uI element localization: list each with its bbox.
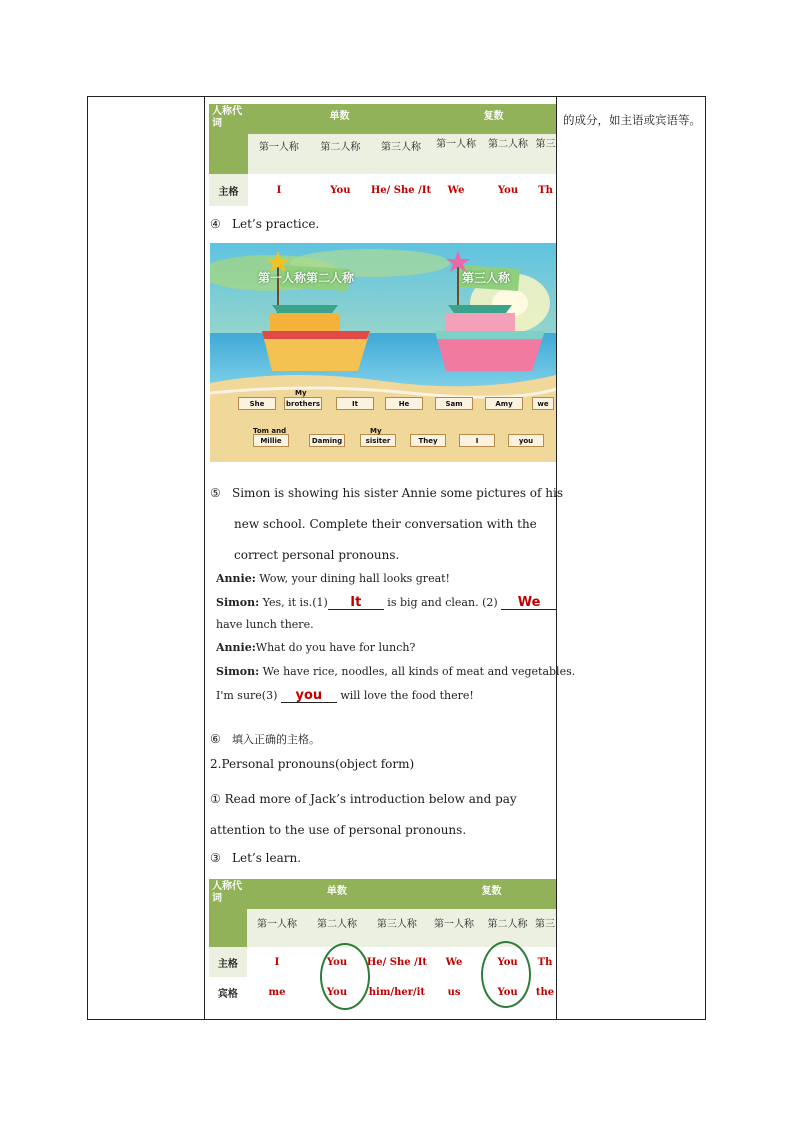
dialog-line: I'm sure(3) you will love the food there! [216,688,474,703]
pronoun-cell: him/her/it [367,977,427,1007]
pronoun-cell: You [307,947,367,977]
step-text-line: attention to the use of personal pronouns. [210,823,467,837]
person-header: 第二人称 [481,909,534,947]
plural-header: 复数 [431,104,556,134]
person-header: 第一人称 [248,134,310,174]
word-sign: sisiter [360,434,396,447]
word-sign: They [410,434,446,447]
person-header: 第三 [534,909,556,947]
sign-top-word: My [370,427,382,435]
step-text: 填入正确的主格。 [232,733,320,746]
person-header: 第一人称 [427,909,481,947]
step-text: Let’s learn. [232,851,302,865]
person-header: 第三人称 [367,909,427,947]
pronoun-cell: I [248,174,310,206]
plural-header: 复数 [427,879,556,909]
pronoun-cell: He/ She /It [367,947,427,977]
answer-blank: you [281,688,337,703]
pronoun-cell: Th [535,174,556,206]
word-sign: She [238,397,276,410]
pronoun-cell: You [481,174,535,206]
word-sign: He [385,397,423,410]
word-sign: Sam [435,397,473,410]
step-text-line: correct personal pronouns. [234,548,400,562]
step-number: ⑤ [210,486,221,500]
column-divider-right [556,96,557,1020]
step-1 [210,784,550,846]
table-corner: 人称代词 [209,879,247,947]
pronoun-table-subject [209,104,556,206]
pronoun-cell: You [307,977,367,1007]
person-header: 第一人称 [247,909,308,947]
word-sign: Amy [485,397,523,410]
step-6 [210,731,320,748]
singular-header: 单数 [247,879,427,909]
pronoun-cell: me [247,977,308,1007]
word-sign: Millie [253,434,289,447]
step-number: ③ [210,851,221,865]
dialog-line: Simon: We have rice, noodles, all kinds of meat and vegetables. [216,665,576,678]
step-text-line: new school. Complete their conversation with the [234,517,537,531]
pronoun-cell: He/ She /It [371,174,431,206]
person-header: 第三人称 [371,134,431,174]
pronoun-cell: You [310,174,371,206]
step-number: ⑥ [210,732,221,746]
word-sign: It [336,397,374,410]
right-flag-label: 第三人称 [462,271,511,285]
person-header: 第一人称 [431,134,481,174]
step-number: ④ [210,217,221,231]
word-sign: I [459,434,495,447]
column-divider-left [204,96,205,1020]
step-3 [210,850,301,866]
pronoun-cell: You [481,947,534,977]
step-text-line: Read more of Jack’s introduction below and pay [224,792,517,806]
word-sign: we [532,397,554,410]
right-column-note: 的成分，如主语或宾语等。 [563,113,701,127]
pronoun-cell: Th [534,947,556,977]
pronoun-cell: We [431,174,481,206]
highlight-circle [481,941,531,1008]
left-flag-label: 第一人称第二人称 [258,271,355,285]
answer-blank: We [501,595,557,610]
step-5 [210,478,563,571]
subject-label: 主格 [209,174,248,206]
pronoun-cell: We [427,947,481,977]
table-corner: 人称代词 [209,104,248,174]
pronoun-cell: You [481,977,534,1007]
subject-label: 主格 [209,947,247,977]
sign-top-word: Tom and [253,427,287,435]
pronoun-cell: the [534,977,556,1007]
person-header: 第二人称 [310,134,371,174]
step-4 [210,216,319,232]
singular-header: 单数 [248,104,431,134]
dialog-line: Annie:What do you have for lunch? [216,641,416,654]
pronoun-cell: us [427,977,481,1007]
step-number: ① [210,792,221,806]
person-header: 第二人称 [307,909,367,947]
word-sign: Daming [309,434,345,447]
highlight-circle [320,943,370,1010]
dialog-line: have lunch there. [216,618,314,631]
step-text-line: Simon is showing his sister Annie some pictures of his [232,486,563,500]
sign-top-word: My [295,389,307,397]
object-label: 宾格 [209,977,247,1007]
dialog-line: Simon: Yes, it is.(1) It is big and clean. (2) We [216,595,557,610]
answer-blank: It [328,595,384,610]
step-text: Let’s practice. [232,217,320,231]
word-sign: you [508,434,544,447]
person-header: 第三 [535,134,556,174]
person-header: 第二人称 [481,134,535,174]
word-sign: brothers [284,397,322,410]
pronoun-cell: I [247,947,308,977]
section-heading: 2.Personal pronouns(object form) [210,757,415,771]
dialog-line: Annie: Wow, your dining hall looks great! [216,572,450,585]
